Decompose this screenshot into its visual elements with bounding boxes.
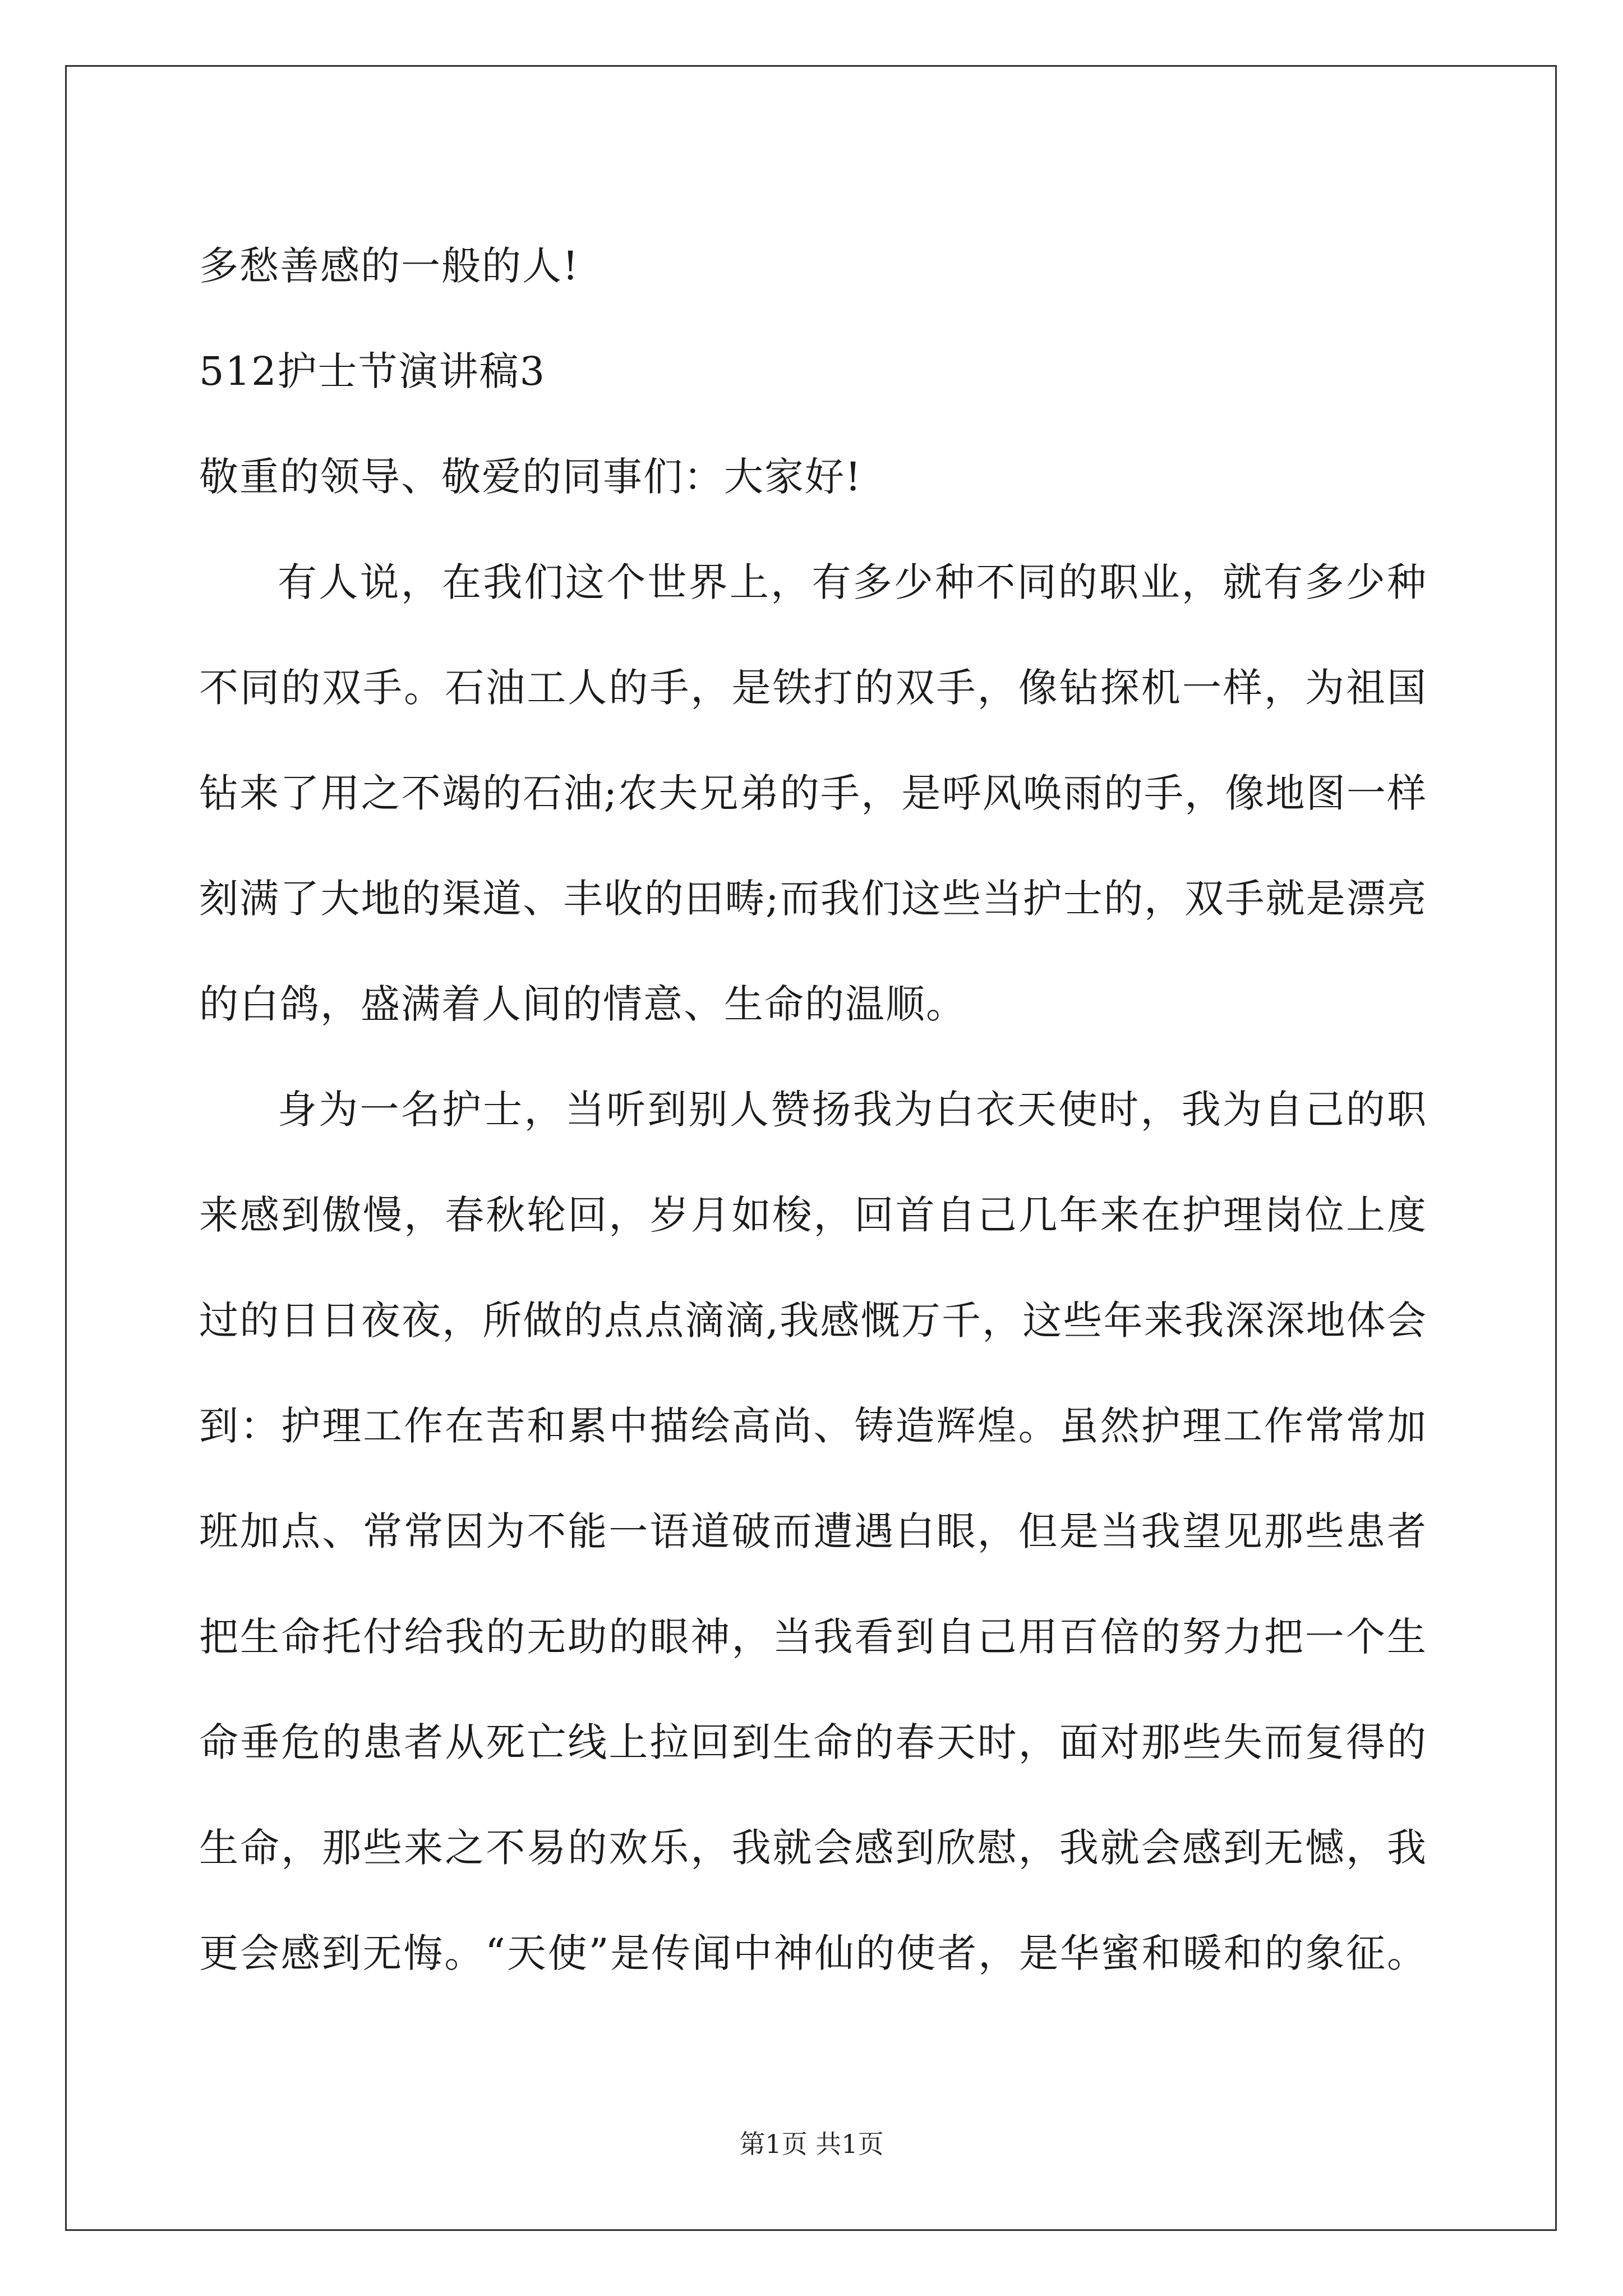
text-line: 命垂危的患者从死亡线上拉回到生命的春天时，面对那些失而复得的 (199, 1719, 1427, 1765)
text-line: 班加点、常常因为不能一语道破而遭遇白眼，但是当我望见那些患者 (199, 1508, 1427, 1554)
page-footer: 第1页 共1页 (739, 2129, 884, 2159)
text-line: 的白鸽，盛满着人间的情意、生命的温顺。 (199, 981, 966, 1027)
text-line: 把生命托付给我的无助的眼神，当我看到自己用百倍的努力把一个生 (199, 1614, 1427, 1660)
text-line: 钻来了用之不竭的石油;农夫兄弟的手，是呼风唤雨的手，像地图一样 (199, 770, 1427, 816)
text-line: 刻满了大地的渠道、丰收的田畴;而我们这些当护士的，双手就是漂亮 (199, 876, 1427, 922)
salutation: 敬重的领导、敬爱的同事们：大家好! (199, 454, 863, 500)
text-line: 身为一名护士，当听到别人赞扬我为白衣天使时，我为自己的职 (278, 1087, 1427, 1133)
text-line: 到：护理工作在苦和累中描绘高尚、铸造辉煌。虽然护理工作常常加 (199, 1403, 1427, 1449)
text-line: 不同的双手。石油工人的手，是铁打的双手，像钻探机一样，为祖国 (199, 665, 1427, 711)
text-line: 来感到傲慢，春秋轮回，岁月如梭，回首自己几年来在护理岗位上度 (199, 1192, 1427, 1238)
text-line: 过的日日夜夜，所做的点点滴滴,我感慨万千，这些年来我深深地体会 (199, 1297, 1427, 1343)
text-line: 更会感到无悔。“天使”是传闻中神仙的使者，是华蜜和暖和的象征。 (199, 1930, 1427, 1976)
text-line: 生命，那些来之不易的欢乐，我就会感到欣慰，我就会感到无憾，我 (199, 1825, 1427, 1871)
text-line: 有人说，在我们这个世界上，有多少种不同的职业，就有多少种 (278, 559, 1427, 605)
document-body (199, 213, 1427, 2006)
text-line: 多愁善感的一般的人! (199, 243, 580, 289)
speech-title: 512护士节演讲稿3 (199, 348, 546, 394)
